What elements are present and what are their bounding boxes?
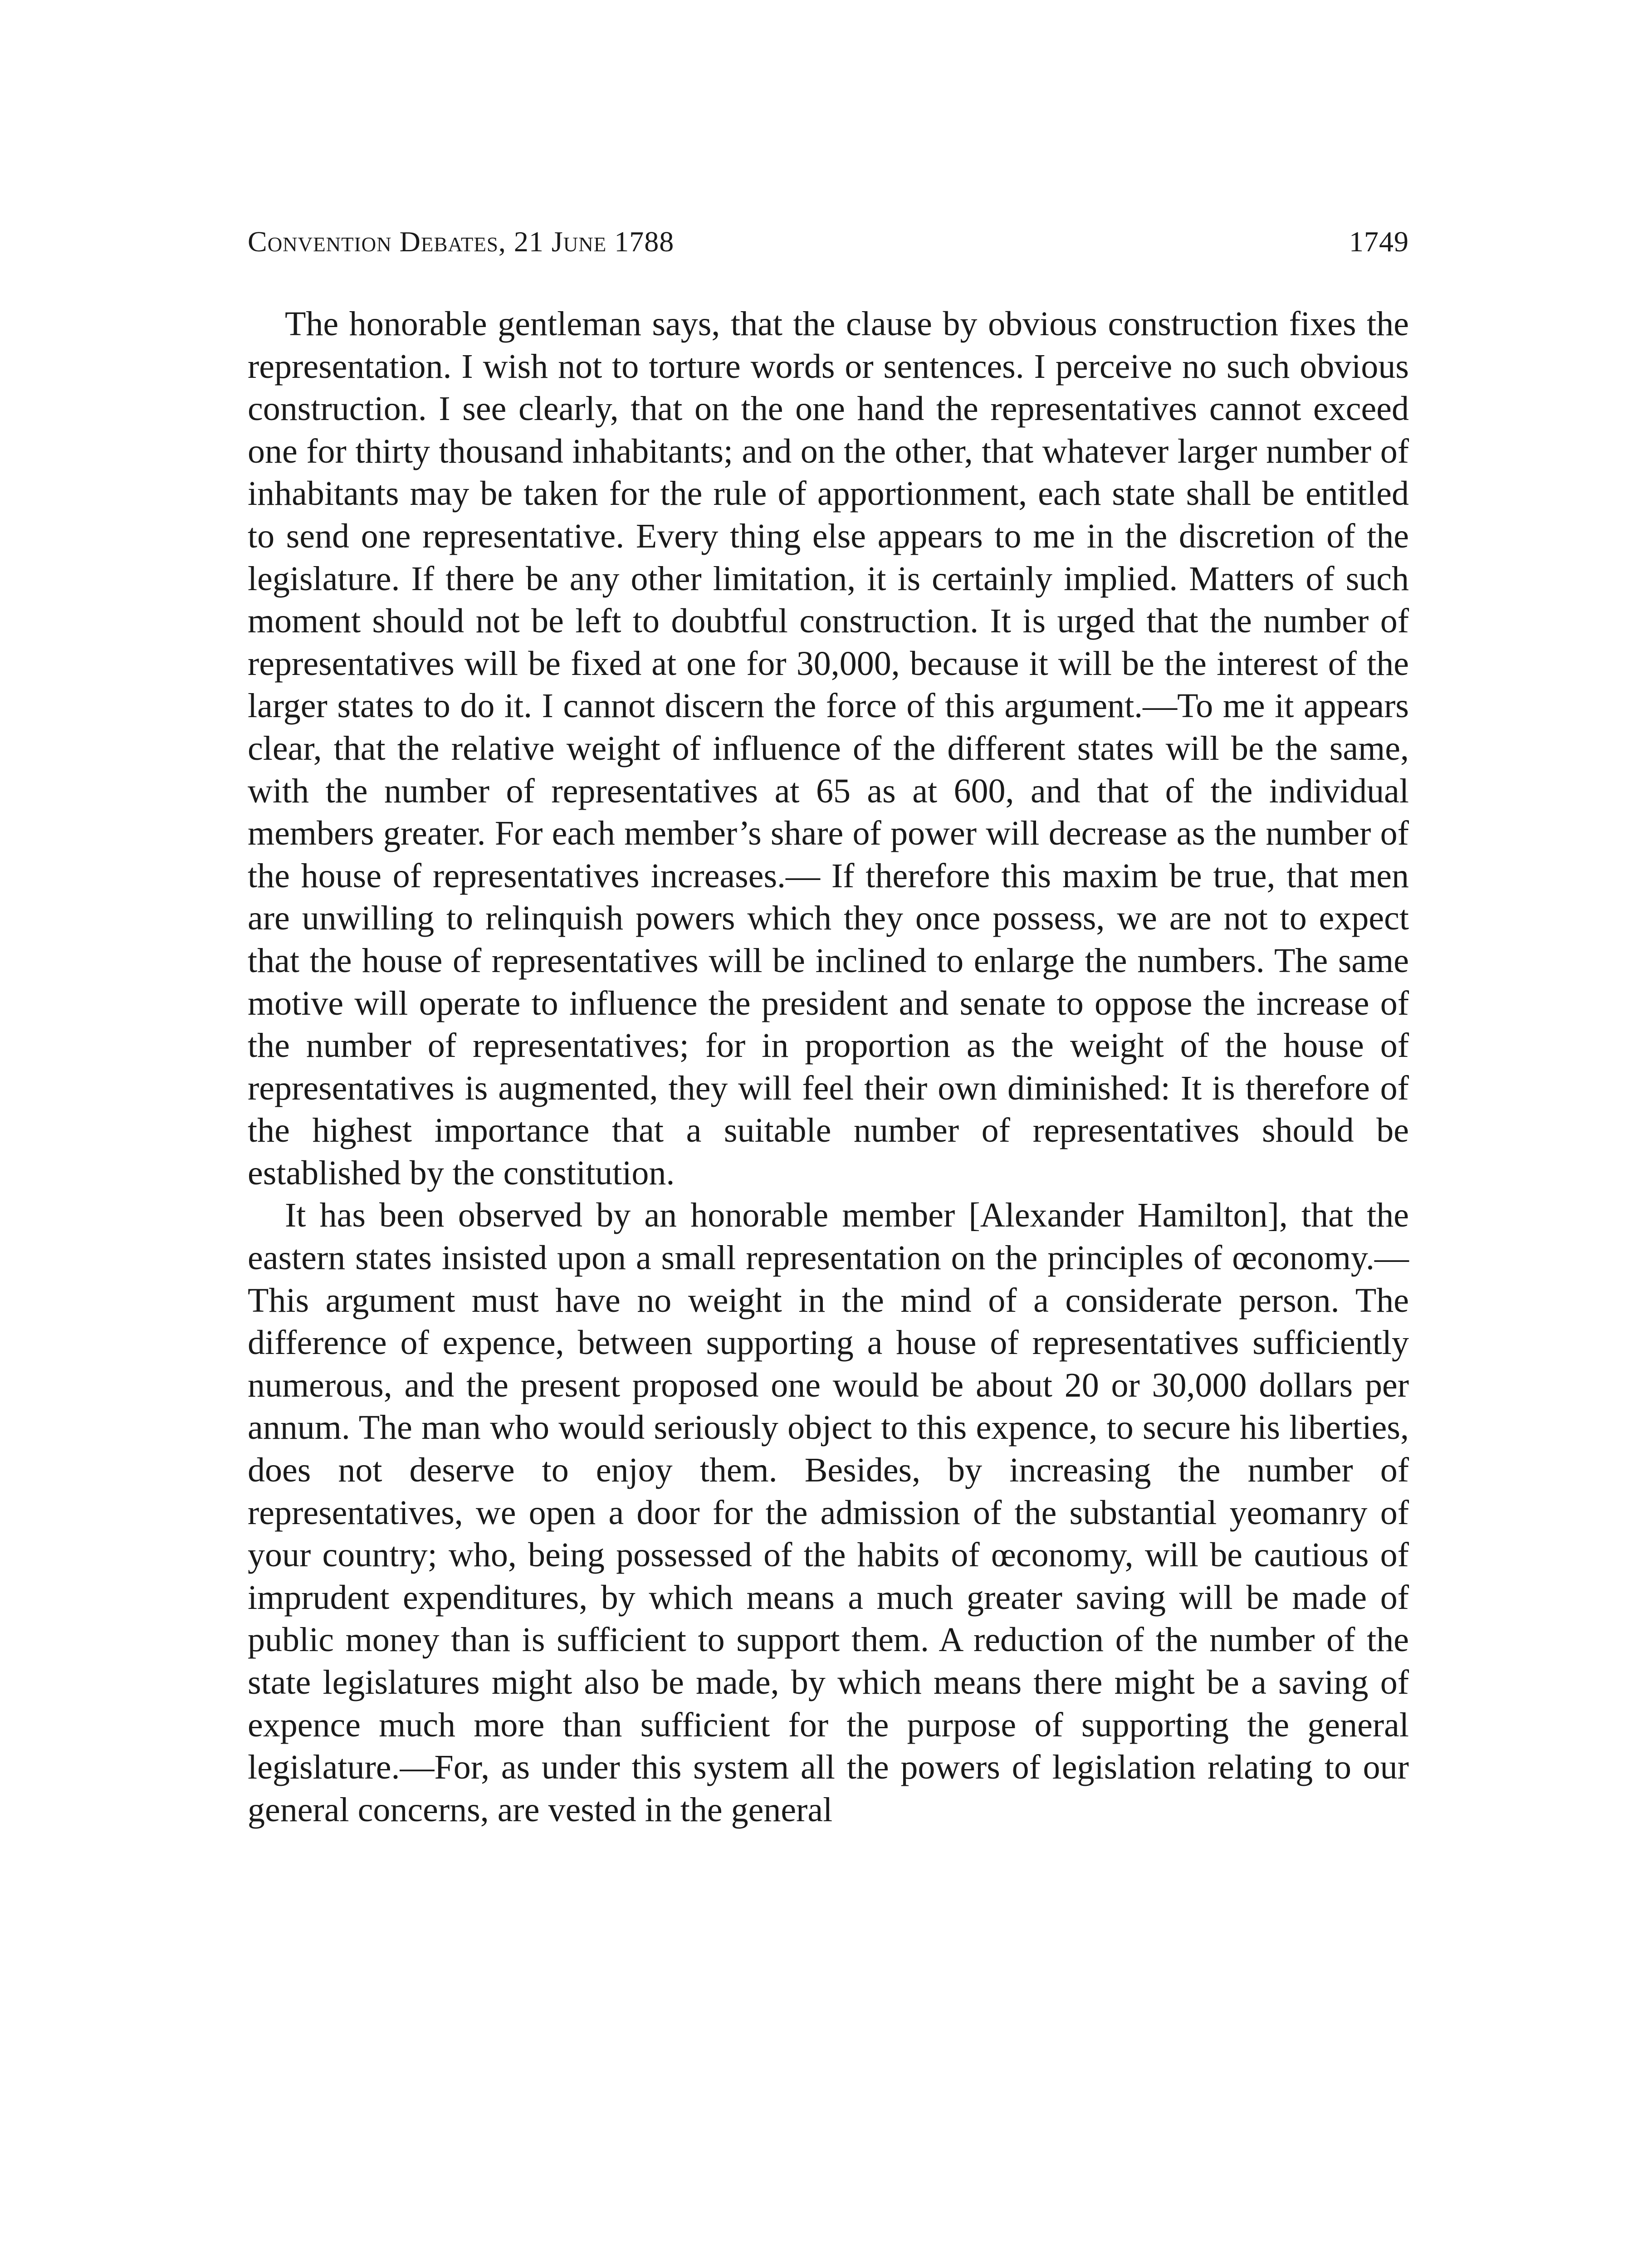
running-title: Convention Debates, 21 June 1788 — [248, 225, 675, 258]
paragraph: The honorable gentleman says, that the clause by obvious construction fixes the representation. I wish not to torture words or sentences. I perceive no such obvious construction. I see clearly, that on the one hand the representatives cannot exceed one for thirty thousand inhabitants; and on the other, that whatever larger number of inhabitants may be taken for the rule of apportionment, each state shall be entitled to send one representative. Every thing else appears to me in the discretion of the legislature. If there be any other limitation, it is certainly implied. Matters of such moment should not be left to doubtful construction. It is urged that the number of representatives will be fixed at one for 30,000, because it will be the interest of the larger states to do it. I cannot discern the force of this argument.—To me it appears clear, that the relative weight of influence of the different states will be the same, with the number of representatives at 65 as at 600, and that of the individual members greater. For each member’s share of power will decrease as the number of the house of representatives increases.— If therefore this maxim be true, that men are unwilling to relinquish powers which they once possess, we are not to expect that the house of representatives will be inclined to enlarge the numbers. The same motive will operate to influence the president and senate to oppose the increase of the number of representatives; for in proportion as the weight of the house of representatives is augmented, they will feel their own diminished: It is therefore of the highest importance that a suitable number of representatives should be established by the constitution. — [248, 305, 1409, 1192]
body-text — [248, 303, 1409, 1831]
page-number: 1749 — [1349, 225, 1409, 258]
running-head — [248, 221, 1409, 262]
paragraph: It has been observed by an honorable member [Alexander Hamilton], that the eastern states insisted upon a small representation on the principles of œconomy.—This argument must have no weight in the mind of a considerate person. The difference of expence, between supporting a house of representatives sufficiently numerous, and the present proposed one would be about 20 or 30,000 dollars per annum. The man who would seriously object to this expence, to secure his liberties, does not deserve to enjoy them. Besides, by increasing the number of representatives, we open a door for the admission of the substantial yeomanry of your country; who, being possessed of the habits of œconomy, will be cautious of imprudent expenditures, by which means a much greater saving will be made of public money than is sufficient to support them. A reduction of the number of the state legislatures might also be made, by which means there might be a saving of expence much more than sufficient for the purpose of supporting the general legislature.—For, as under this system all the powers of legislation relating to our general concerns, are vested in the general — [248, 1196, 1409, 1829]
